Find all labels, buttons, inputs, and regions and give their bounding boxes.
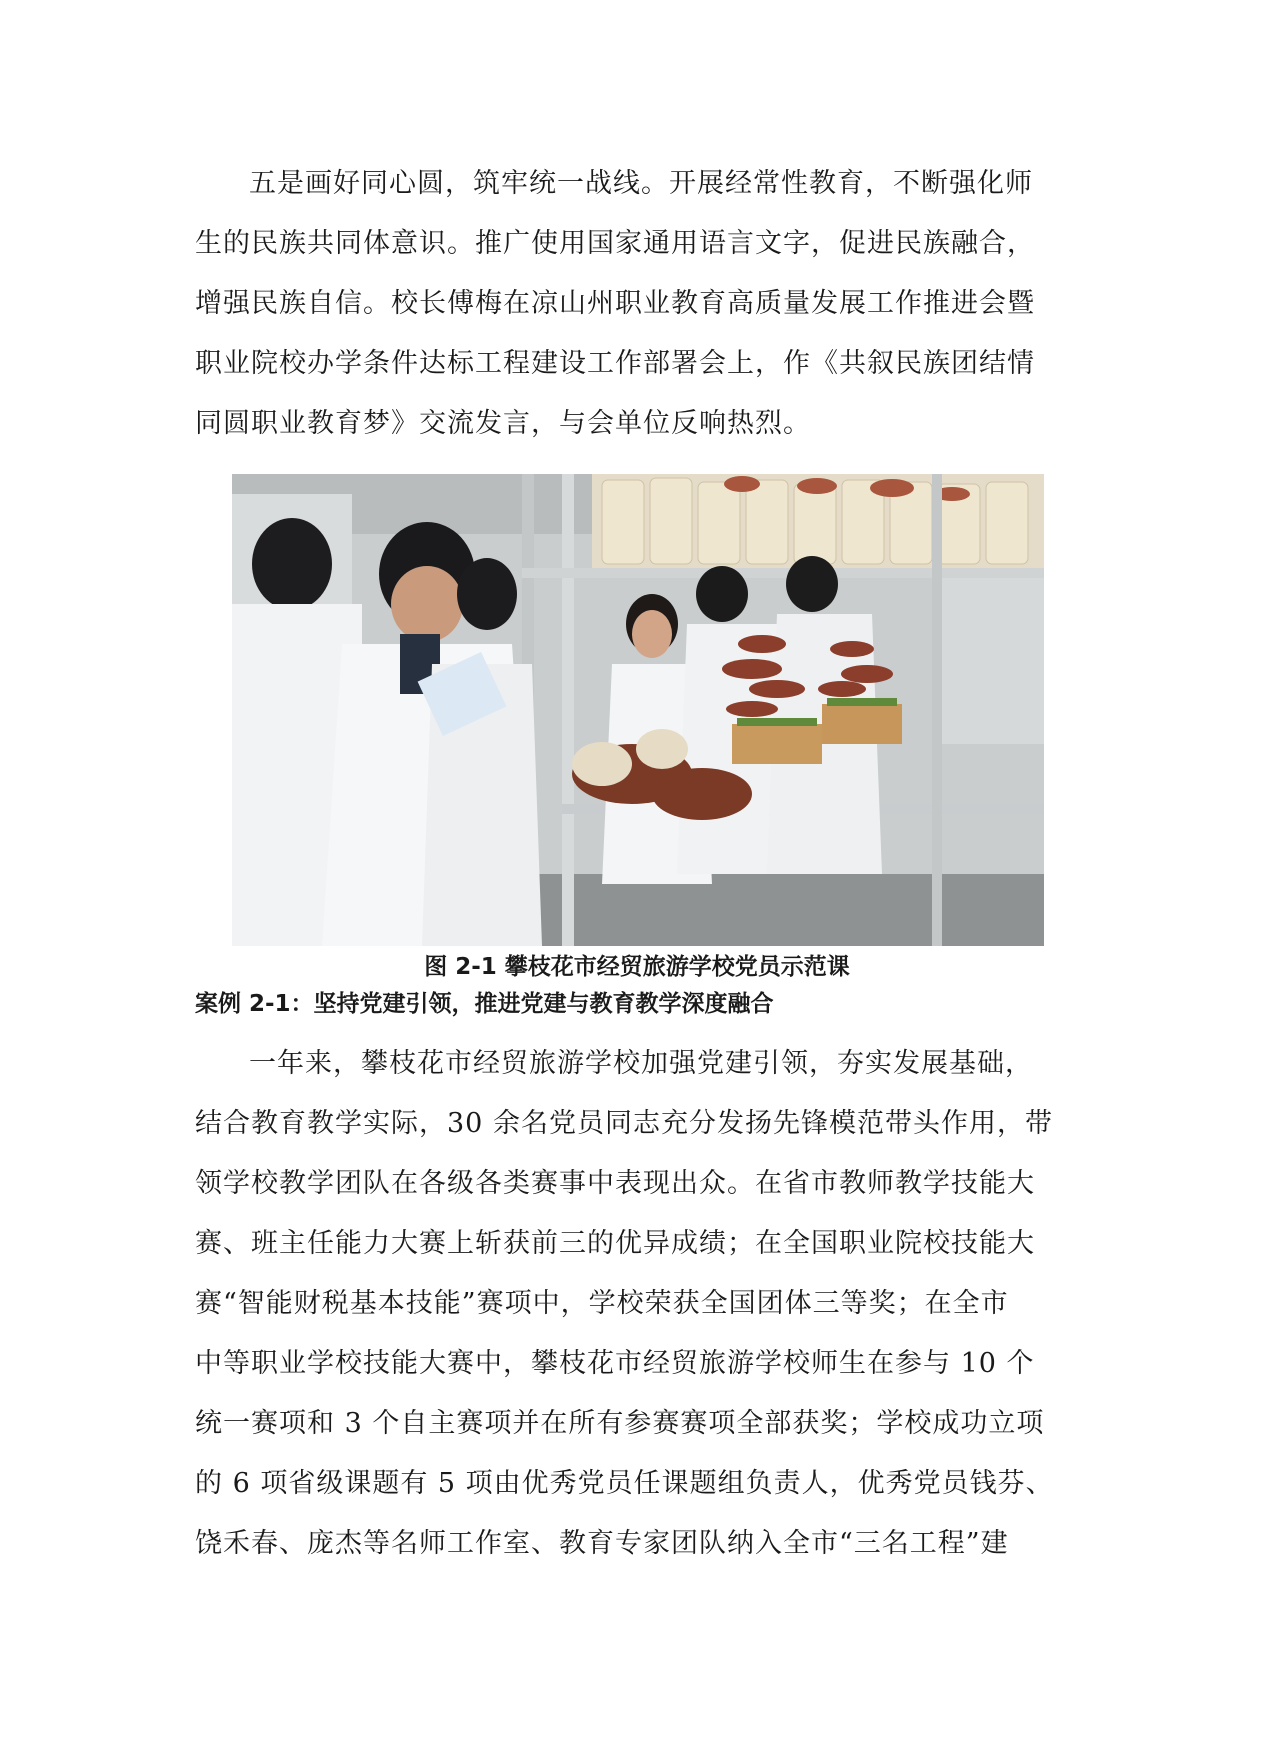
text-line: 增强民族自信。校长傅梅在凉山州职业教育高质量发展工作推进会暨 bbox=[195, 288, 1035, 319]
text-line: 结合教育教学实际，30 余名党员同志充分发扬先锋模范带头作用，带 bbox=[195, 1108, 1053, 1139]
text-line: 职业院校办学条件达标工程建设工作部署会上，作《共叙民族团结情 bbox=[195, 348, 1035, 379]
text-line: 赛“智能财税基本技能”赛项中，学校荣获全国团体三等奖；在全市 bbox=[195, 1288, 1009, 1319]
figure-caption: 图 2-1 攀枝花市经贸旅游学校党员示范课 bbox=[424, 954, 850, 980]
paragraph-party-building bbox=[195, 1034, 1085, 1574]
text-line: 同圆职业教育梦》交流发言，与会单位反响热烈。 bbox=[195, 408, 811, 439]
text-line: 的 6 项省级课题有 5 项由优秀党员任课题组负责人，优秀党员钱芬、 bbox=[195, 1468, 1054, 1499]
paragraph-united-front bbox=[195, 154, 1085, 454]
demonstration-class-photo bbox=[232, 474, 1044, 946]
text-line: 赛、班主任能力大赛上斩获前三的优异成绩；在全国职业院校技能大 bbox=[195, 1228, 1035, 1259]
text-line: 领学校教学团队在各级各类赛事中表现出众。在省市教师教学技能大 bbox=[195, 1168, 1035, 1199]
text-line: 五是画好同心圆，筑牢统一战线。开展经常性教育，不断强化师 bbox=[249, 168, 1033, 199]
text-line: 一年来，攀枝花市经贸旅游学校加强党建引领，夯实发展基础， bbox=[249, 1048, 1033, 1079]
case-heading: 案例 2-1：坚持党建引领，推进党建与教育教学深度融合 bbox=[195, 991, 774, 1017]
text-line: 生的民族共同体意识。推广使用国家通用语言文字，促进民族融合， bbox=[195, 228, 1035, 259]
text-line: 饶禾春、庞杰等名师工作室、教育专家团队纳入全市“三名工程”建 bbox=[195, 1528, 1009, 1559]
text-line: 统一赛项和 3 个自主赛项并在所有参赛赛项全部获奖；学校成功立项 bbox=[195, 1408, 1045, 1439]
text-line: 中等职业学校技能大赛中，攀枝花市经贸旅游学校师生在参与 10 个 bbox=[195, 1348, 1035, 1379]
